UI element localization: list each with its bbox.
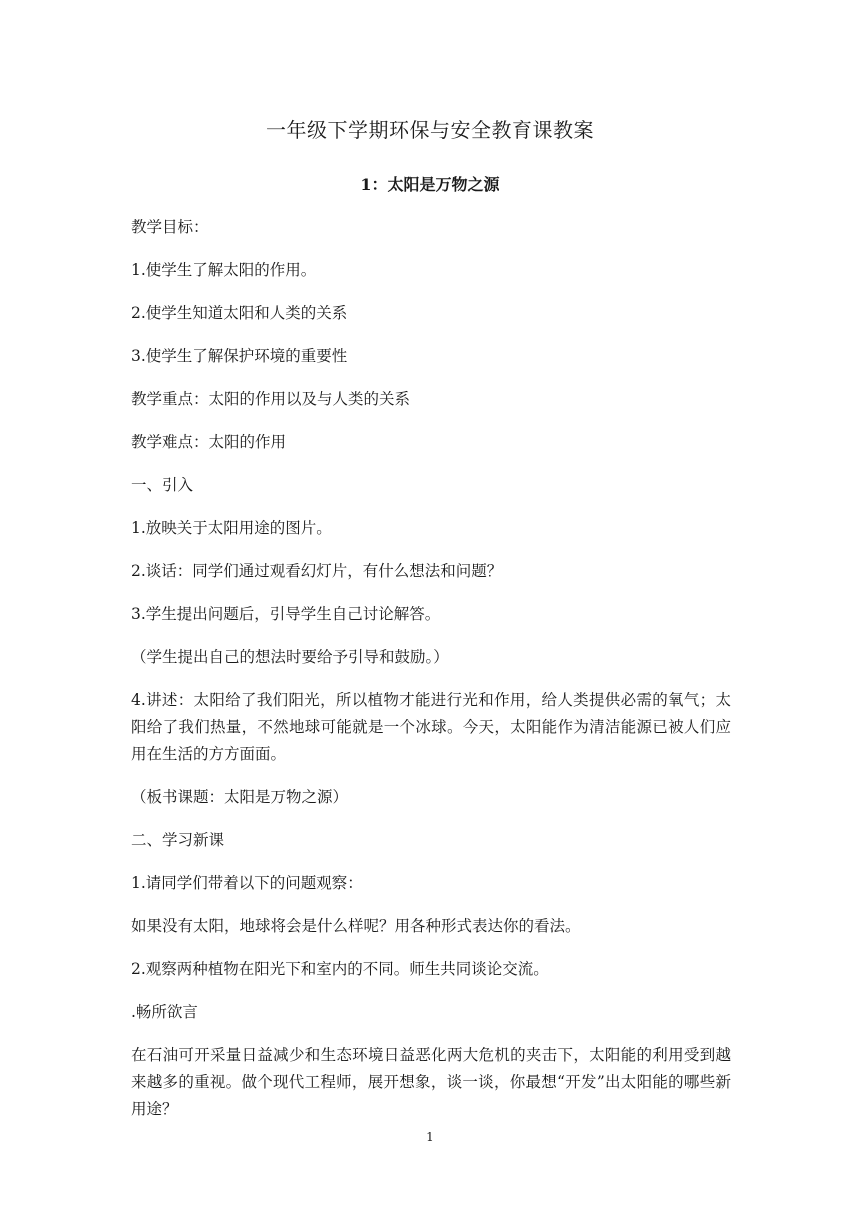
paragraph: 教学重点：太阳的作用以及与人类的关系: [131, 390, 411, 408]
paragraph: 在石油可开采量日益减少和生态环境日益恶化两大危机的夹击下，太阳能的利用受到越来越多的重视。做个现代工程师，展开想象，谈一谈，你最想“开发”出太阳能的哪些新用途？: [131, 1046, 731, 1118]
paragraph: 2.观察两种植物在阳光下和室内的不同。师生共同谈论交流。: [131, 960, 549, 978]
paragraph: 3.使学生了解保护环境的重要性: [131, 347, 348, 365]
paragraph: 教学难点：太阳的作用: [131, 433, 287, 451]
paragraph: 4.讲述：太阳给了我们阳光，所以植物才能进行光和作用，给人类提供必需的氧气；太阳给了我们热量，不然地球可能就是一个冰球。今天，太阳能作为清洁能源已被人们应用在生活的方方面面。: [131, 691, 731, 763]
paragraph: 3.学生提出问题后，引导学生自己讨论解答。: [131, 605, 441, 623]
document-title: 一年级下学期环保与安全教育课教案: [266, 118, 594, 142]
paragraph: 1.放映关于太阳用途的图片。: [131, 519, 332, 537]
section-heading: 二、学习新课: [131, 831, 225, 849]
paragraph: .畅所欲言: [131, 1003, 198, 1021]
section-heading: 一、引入: [131, 476, 194, 494]
page-number: 1: [426, 1130, 434, 1144]
paragraph: （学生提出自己的想法时要给予引导和鼓励。）: [131, 648, 449, 666]
paragraph: 2.谈话：同学们通过观看幻灯片，有什么想法和问题？: [131, 562, 503, 580]
paragraph: （板书课题：太阳是万物之源）: [131, 788, 349, 806]
paragraph: 教学目标：: [131, 218, 209, 236]
paragraph: 1.使学生了解太阳的作用。: [131, 261, 317, 279]
paragraph: 如果没有太阳，地球将会是什么样呢？用各种形式表达你的看法。: [131, 917, 581, 935]
paragraph: 1.请同学们带着以下的问题观察：: [131, 874, 363, 892]
lesson-title: 1：太阳是万物之源: [360, 175, 500, 194]
document-body: [131, 214, 731, 1139]
paragraph: 2.使学生知道太阳和人类的关系: [131, 304, 348, 322]
